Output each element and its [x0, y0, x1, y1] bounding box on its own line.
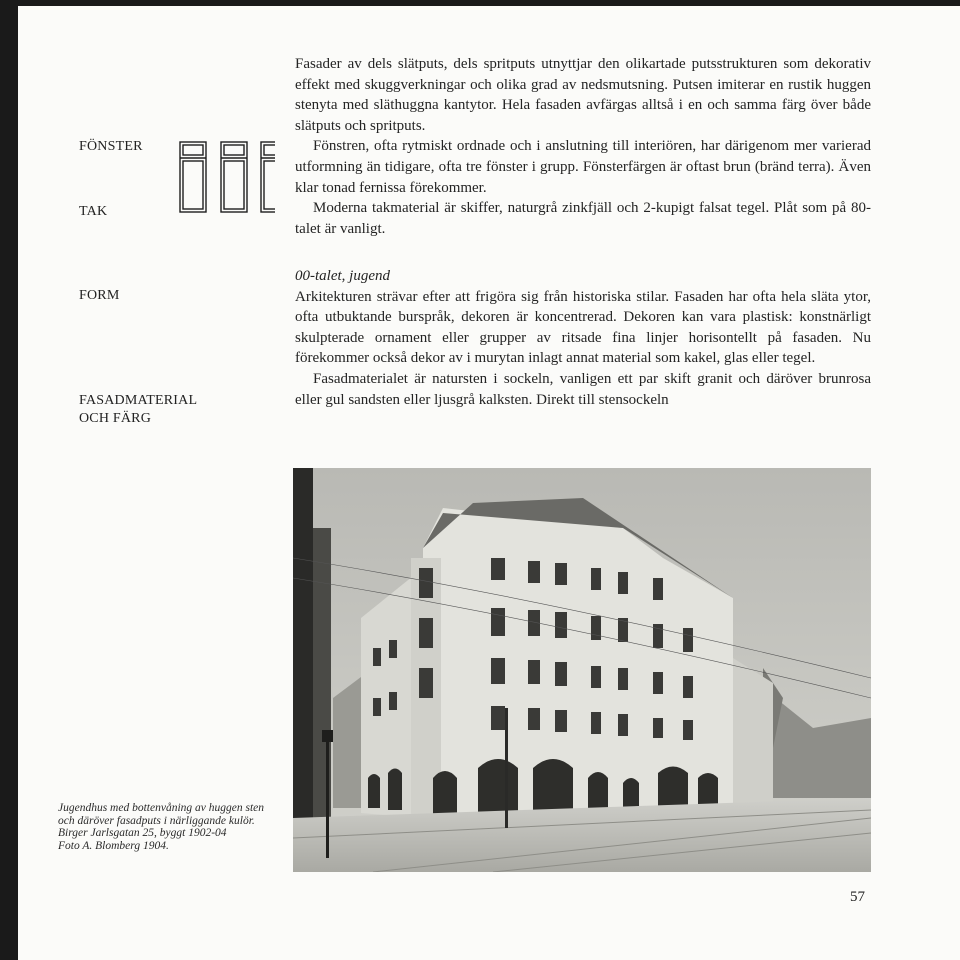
- paragraph-puts: Fasader av dels slätputs, dels spritputs utnyttjar den olikartade putsstrukturen som dekorativ effekt med skuggverkningar och olika grad av nedsmutsning. Putsen imiterar en rustik huggen stenyta med släthuggna kantytor. Hela fasaden avfärgas alltså i en och samma färg över både slätputs och spritputs.: [295, 56, 871, 134]
- building-photo-illustration: [293, 468, 871, 872]
- caption-line-1: Jugendhus med bottenvåning av huggen sten och däröver fasadputs i närliggande kulör.: [58, 802, 264, 827]
- caption-line-2: Birger Jarlsgatan 25, byggt 1902-04: [58, 827, 227, 840]
- paragraph-fonster: Fönstren, ofta rytmiskt ordnade och i anslutning till interiören, har därigenom mer varierad utformning än tidigare, ofta tre fönster i grupp. Fönsterfärgen är oftast brun (bränd terra). Även klar tonad fernissa förekommer.: [295, 138, 871, 196]
- label-fasadmaterial-line1: FASADMATERIAL: [79, 393, 198, 408]
- label-fasadmaterial: [79, 392, 197, 428]
- body-text-jugend: [295, 266, 871, 410]
- section-heading: 00-talet, jugend: [295, 268, 390, 284]
- building-photo: [293, 468, 871, 872]
- paragraph-arkitektur: Arkitekturen strävar efter att frigöra sig från historiska stilar. Fasaden har ofta hela släta ytor, ofta utbuktande burspråk, dekoren är koncentrerad. Dekoren kan vara plastisk: konstnärligt skulpterade ornament eller grupper av ritsade fina linjer horisontellt på fasaden. Nu förekommer också dekor av i murytan inlagt annat material som kakel, glas eller tegel.: [295, 288, 871, 367]
- label-tak: TAK: [79, 204, 108, 219]
- window-drawing: [160, 136, 275, 216]
- body-text-top: [295, 54, 871, 239]
- label-fonster: FÖNSTER: [79, 139, 143, 154]
- caption-line-3: Foto A. Blomberg 1904.: [58, 839, 169, 852]
- paragraph-tak: Moderna takmaterial är skiffer, naturgrå zinkfjäll och 2-kupigt falsat tegel. Plåt som på 80-talet är vanligt.: [295, 200, 871, 237]
- paragraph-fasadmaterial: Fasadmaterialet är natursten i sockeln, vanligen ett par skift granit och däröver brunrosa eller gul sandsten eller ljusgrå kalksten. Direkt till stensockeln: [295, 370, 871, 408]
- page-number: 57: [850, 889, 865, 905]
- label-form: FORM: [79, 288, 120, 303]
- label-fasadmaterial-line2: OCH FÄRG: [79, 411, 152, 426]
- photo-caption: [58, 802, 280, 852]
